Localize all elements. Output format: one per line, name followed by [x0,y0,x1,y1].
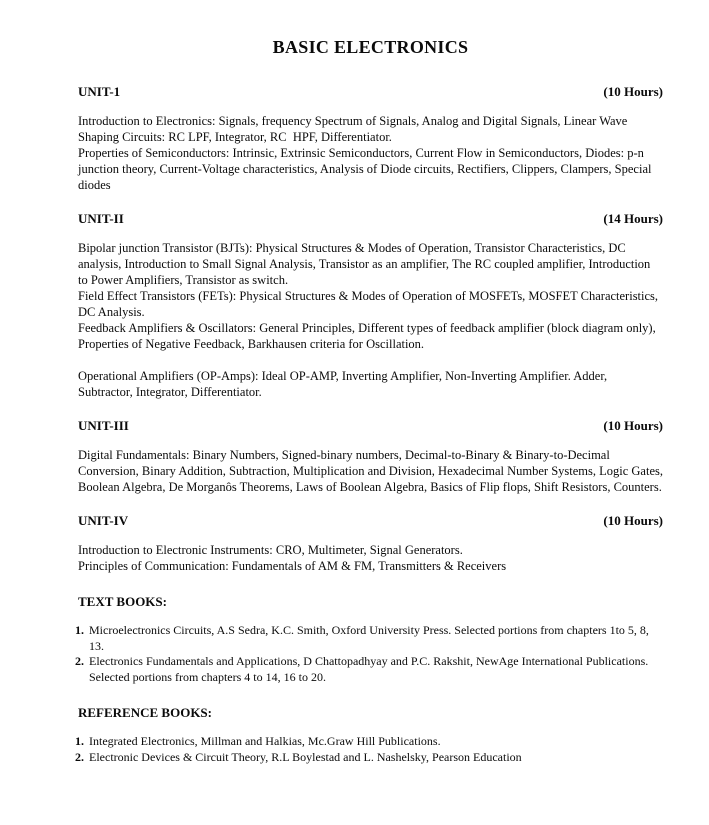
unit-1-hours: (10 Hours) [603,84,663,99]
reference-books-section [75,705,663,765]
list-item [75,654,663,685]
unit-3-paragraph: Digital Fundamentals: Binary Numbers, Signed-binary numbers, Decimal-to-Binary & Binary-to-Decimal Conversion, Binary Addition, Subtraction, Multiplication and Division, Hexadecimal Number Systems, Logic Gates, Boolean Algebra, De Morganôs Theorems, Laws of Boolean Algebra, Basics of Flip flops, Shift Resistors, Counters. [78,448,667,494]
unit-4-heading [78,513,663,529]
reference-books-heading: REFERENCE BOOKS: [78,705,212,720]
unit-1-label: UNIT-1 [78,84,121,99]
text-books-heading: TEXT BOOKS: [78,594,167,609]
list-item-number: 1. [75,623,84,637]
unit-2-section [78,211,663,400]
unit-2-heading [78,211,663,227]
text-books-list [75,623,663,685]
unit-1-section [78,84,663,193]
list-item [75,734,663,750]
unit-4-paragraph: Principles of Communication: Fundamentals of AM & FM, Transmitters & Receivers [78,559,507,573]
list-item-number: 2. [75,654,84,668]
list-item [75,623,663,654]
unit-4-hours: (10 Hours) [603,513,663,528]
unit-2-paragraph: Field Effect Transistors (FETs): Physical Structures & Modes of Operation of MOSFETs, MOSFET Characteristics, DC Analysis. [78,289,662,319]
text-books-section [75,594,663,685]
unit-4-section [78,513,663,574]
unit-2-hours: (14 Hours) [603,211,663,226]
unit-4-paragraph: Introduction to Electronic Instruments: CRO, Multimeter, Signal Generators. [78,543,463,557]
list-item-text: Integrated Electronics, Millman and Halkias, Mc.Graw Hill Publications. [89,734,441,748]
list-item-text: Electronics Fundamentals and Applications, D Chattopadhyay and P.C. Rakshit, NewAge International Publications. Selected portions from chapters 4 to 14, 16 to 20. [89,654,652,684]
list-item-number: 1. [75,734,84,748]
unit-2-paragraph: Bipolar junction Transistor (BJTs): Physical Structures & Modes of Operation, Transistor Characteristics, DC analysis, Introduction to Small Signal Analysis, Transistor as an amplifier, The RC coupled amplifier, Introduction to Power Amplifiers, Transistor as switch. [78,241,654,287]
list-item [75,750,663,766]
unit-3-heading [78,418,663,434]
unit-3-label: UNIT-III [78,418,129,433]
page-title: BASIC ELECTRONICS [272,37,469,57]
list-item-text: Microelectronics Circuits, A.S Sedra, K.C. Smith, Oxford University Press. Selected portions from chapters 1to 5, 8, 13. [89,623,652,653]
list-item-text: Electronic Devices & Circuit Theory, R.L Boylestad and L. Nashelsky, Pearson Education [89,749,522,764]
unit-4-label: UNIT-IV [78,513,129,528]
unit-3-section [78,418,667,495]
unit-2-label: UNIT-II [78,211,124,226]
unit-1-paragraph: Properties of Semiconductors: Intrinsic, Extrinsic Semiconductors, Current Flow in Semiconductors, Diodes: p-n junction theory, Current-Voltage characteristics, Analysis of Diode circuits, Rectifiers, Clippers, Clampers, Special diodes [78,146,655,192]
unit-2-paragraph: Operational Amplifiers (OP-Amps): Ideal OP-AMP, Inverting Amplifier, Non-Inverting Amplifier. Adder, Subtractor, Integrator, Differentiator. [78,369,611,399]
unit-2-paragraph: Feedback Amplifiers & Oscillators: General Principles, Different types of feedback amplifier (block diagram only), Properties of Negative Feedback, Barkhausen criteria for Oscillation. [78,321,659,351]
unit-1-heading [78,84,663,100]
unit-3-hours: (10 Hours) [603,418,663,433]
list-item-number: 2. [75,749,84,764]
unit-1-paragraph: Introduction to Electronics: Signals, frequency Spectrum of Signals, Analog and Digital Signals, Linear Wave Shaping Circuits: RC LPF, Integrator, RC HPF, Differentiator. [78,114,631,144]
reference-books-list [75,734,663,765]
